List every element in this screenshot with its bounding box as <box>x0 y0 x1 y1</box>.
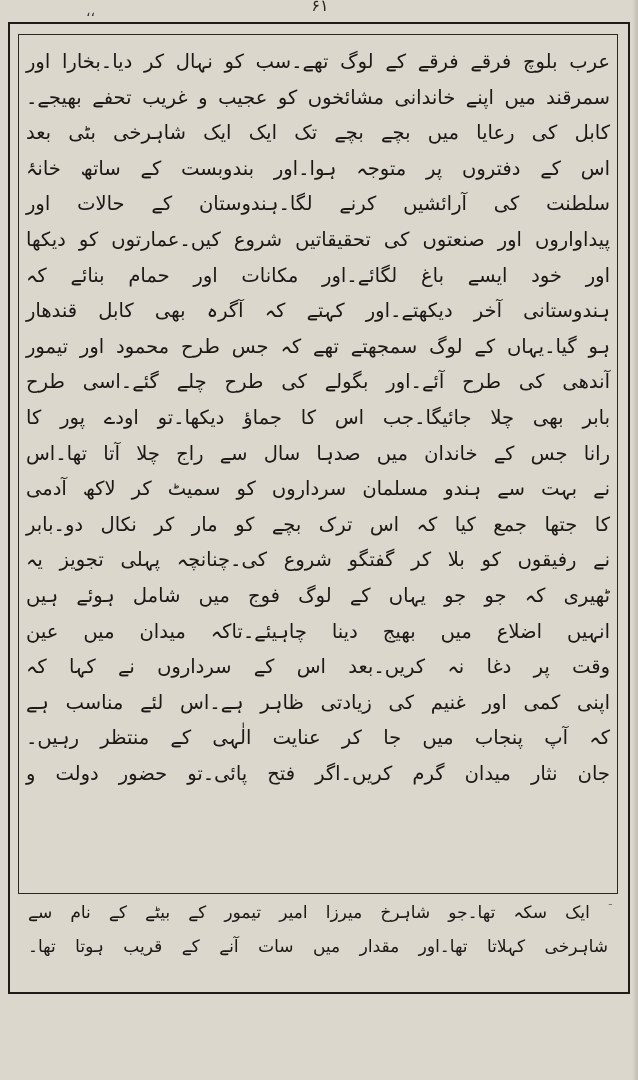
text-line: سمرقند میں اپنے خاندانی مشائخوں کو عجیب و غریب تحفے بھیجے۔ <box>26 85 610 109</box>
text-line: ہندوستانی آخر دیکھتے۔اور کہتے کہ آگرہ بھی کابل قندھار <box>26 299 610 323</box>
text-line: اور خود ایسے باغ لگائے۔اور مکانات اور حمام بنائے کہ <box>26 263 610 287</box>
text-line: ہو گیا۔یہاں کے لوگ سمجھتے تھے کہ جس طرح محمود اور تیمور <box>26 334 610 358</box>
text-line: عرب بلوچ فرقے فرقے کے لوگ تھے۔سب کو نہال کر دیا۔بخارا اور <box>26 50 610 73</box>
text-line: کا جتھا جمع کیا کہ اس ترک بچے کو مار کر نکال دو۔بابر <box>26 512 610 536</box>
text-line: نے رفیقوں کو بلا کر گفتگو شروع کی۔چنانچہ پہلی تجویز یہ <box>26 548 610 572</box>
text-line: بابر بھی چلا جائیگا۔جب اس کا جماؤ دیکھا۔تو اودے پور کا <box>26 405 610 429</box>
text-line: رانا جس کے خاندان میں صدہا سال سے راج چلا آتا تھا۔اس <box>26 441 610 465</box>
page-edge-shadow <box>632 0 638 1080</box>
text-line: وقت پر دغا نہ کریں۔بعد اس کے سرداروں نے کہا کہ <box>26 655 610 679</box>
text-line: پیداواروں اور صنعتوں کی تحقیقاتیں شروع کیں۔عمارتوں کو دیکھا <box>26 227 610 251</box>
text-line: کہ آپ پنجاب میں جا کر عنایت الٰہی کے منتظر رہیں۔ <box>26 726 610 750</box>
text-line: نے بہت سے ہندو مسلمان سرداروں کو سمیٹ کر لاکھ آدمی <box>26 477 610 501</box>
footnote-line: ؔ ایک سکہ تھا۔جو شاہرخ میرزا امیر تیمور کے بیٹے کے نام سے <box>28 903 608 923</box>
text-line: کابل کی رعایا میں بچے بچے تک ایک ایک شاہرخی بٹی بعد <box>26 121 610 145</box>
text-line: آندھی کی طرح آئے۔اور بگولے کی طرح چلے گئے۔اسی طرح <box>26 370 610 394</box>
text-line: سلطنت کی آرائشیں کرنے لگا۔ہندوستان کے حالات اور <box>26 192 610 216</box>
main-text <box>24 44 612 791</box>
text-line: اپنی کمی اور غنیم کی زیادتی ظاہر ہے۔اس لئے مناسب ہے <box>26 690 610 714</box>
footnote-line: شاہرخی کہلاتا تھا۔اور مقدار میں سات آنے کے قریب ہوتا تھا۔ <box>28 937 608 957</box>
corner-marks: ،، <box>86 4 96 20</box>
text-line: جان نثار میدان گرم کریں۔اگر فتح پائی۔تو حضور دولت و <box>26 761 610 785</box>
text-line: اس کے دفتروں پر متوجہ ہوا۔اور بندوبست کے ساتھ خانۂ <box>26 156 610 180</box>
page-number: ۶۱ <box>311 0 329 15</box>
footnote <box>24 896 612 964</box>
text-line: انہیں اضلاع میں بھیج دینا چاہیئے۔تاکہ میدان میں عین <box>26 619 610 643</box>
text-line: ٹھیری کہ جو جو یہاں کے لوگ فوج میں شامل ہوئے ہیں <box>26 583 610 607</box>
